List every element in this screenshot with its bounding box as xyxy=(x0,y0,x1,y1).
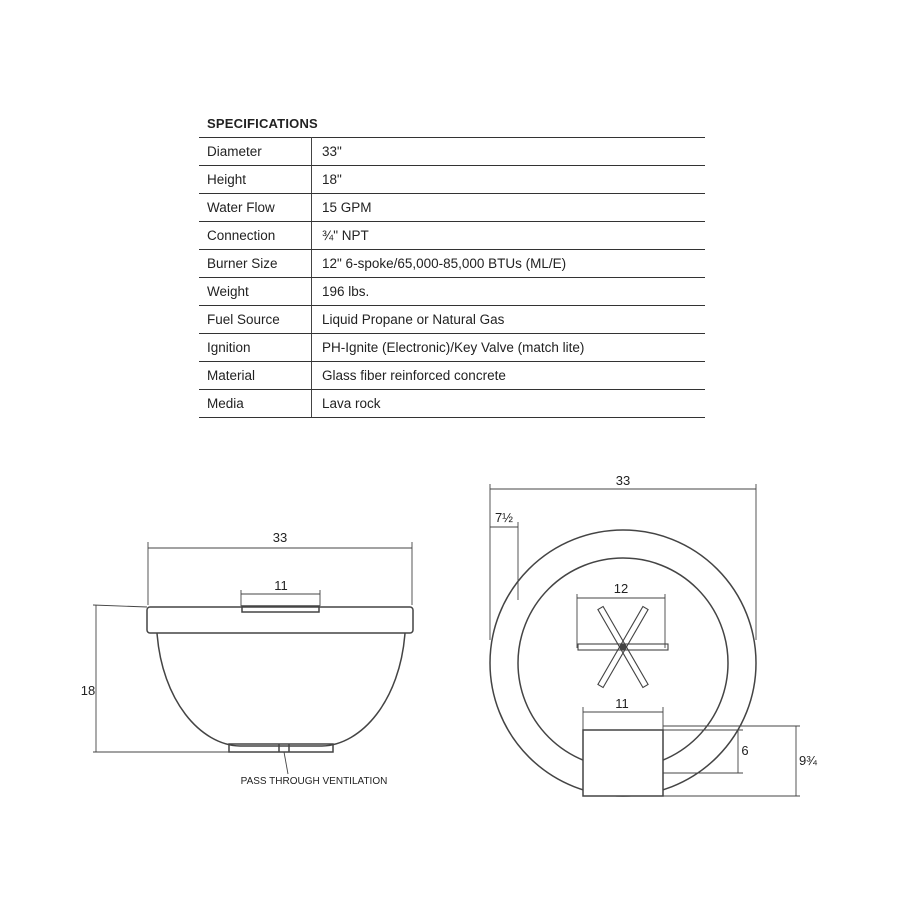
rim-label: 7½ xyxy=(494,510,514,525)
spec-value: 33" xyxy=(312,138,706,166)
spec-label: Material xyxy=(199,362,312,390)
spec-title: SPECIFICATIONS xyxy=(207,116,318,131)
spec-value: 196 lbs. xyxy=(312,278,706,306)
bowl-rim xyxy=(147,607,413,633)
spout-depth-label: 6 xyxy=(741,743,749,758)
spec-label: Fuel Source xyxy=(199,306,312,334)
spec-value: ¾" NPT xyxy=(312,222,706,250)
spec-label: Connection xyxy=(199,222,312,250)
spec-label: Diameter xyxy=(199,138,312,166)
spec-value: 12" 6-spoke/65,000-85,000 BTUs (ML/E) xyxy=(312,250,706,278)
spec-value: 15 GPM xyxy=(312,194,706,222)
spec-label: Height xyxy=(199,166,312,194)
bowl-foot xyxy=(229,744,333,752)
spout-width-label: 11 xyxy=(615,696,629,711)
spec-value: Lava rock xyxy=(312,390,706,418)
spec-value: Liquid Propane or Natural Gas xyxy=(312,306,706,334)
height-label: 18 xyxy=(80,683,96,698)
spec-value: PH-Ignite (Electronic)/Key Valve (match lite) xyxy=(312,334,706,362)
top-view xyxy=(490,484,800,796)
vent-label: PASS THROUGH VENTILATION xyxy=(240,776,388,787)
height-ext-top xyxy=(93,605,147,607)
top-diameter-label: 33 xyxy=(615,473,631,488)
spec-value: 18" xyxy=(312,166,706,194)
bowl-body xyxy=(157,633,405,746)
burner-label: 12 xyxy=(613,581,629,596)
spec-label: Burner Size xyxy=(199,250,312,278)
spec-label: Ignition xyxy=(199,334,312,362)
side-view xyxy=(93,542,413,774)
spec-value: Glass fiber reinforced concrete xyxy=(312,362,706,390)
side-width-label: 33 xyxy=(272,530,288,545)
spec-label: Weight xyxy=(199,278,312,306)
spout-offset-label: 9¾ xyxy=(798,753,818,768)
burner-six-spoke xyxy=(578,607,668,688)
spec-label: Media xyxy=(199,390,312,418)
spec-label: Water Flow xyxy=(199,194,312,222)
vent-leader xyxy=(284,752,288,774)
opening-label: 11 xyxy=(274,578,288,593)
spout-box xyxy=(583,730,663,796)
